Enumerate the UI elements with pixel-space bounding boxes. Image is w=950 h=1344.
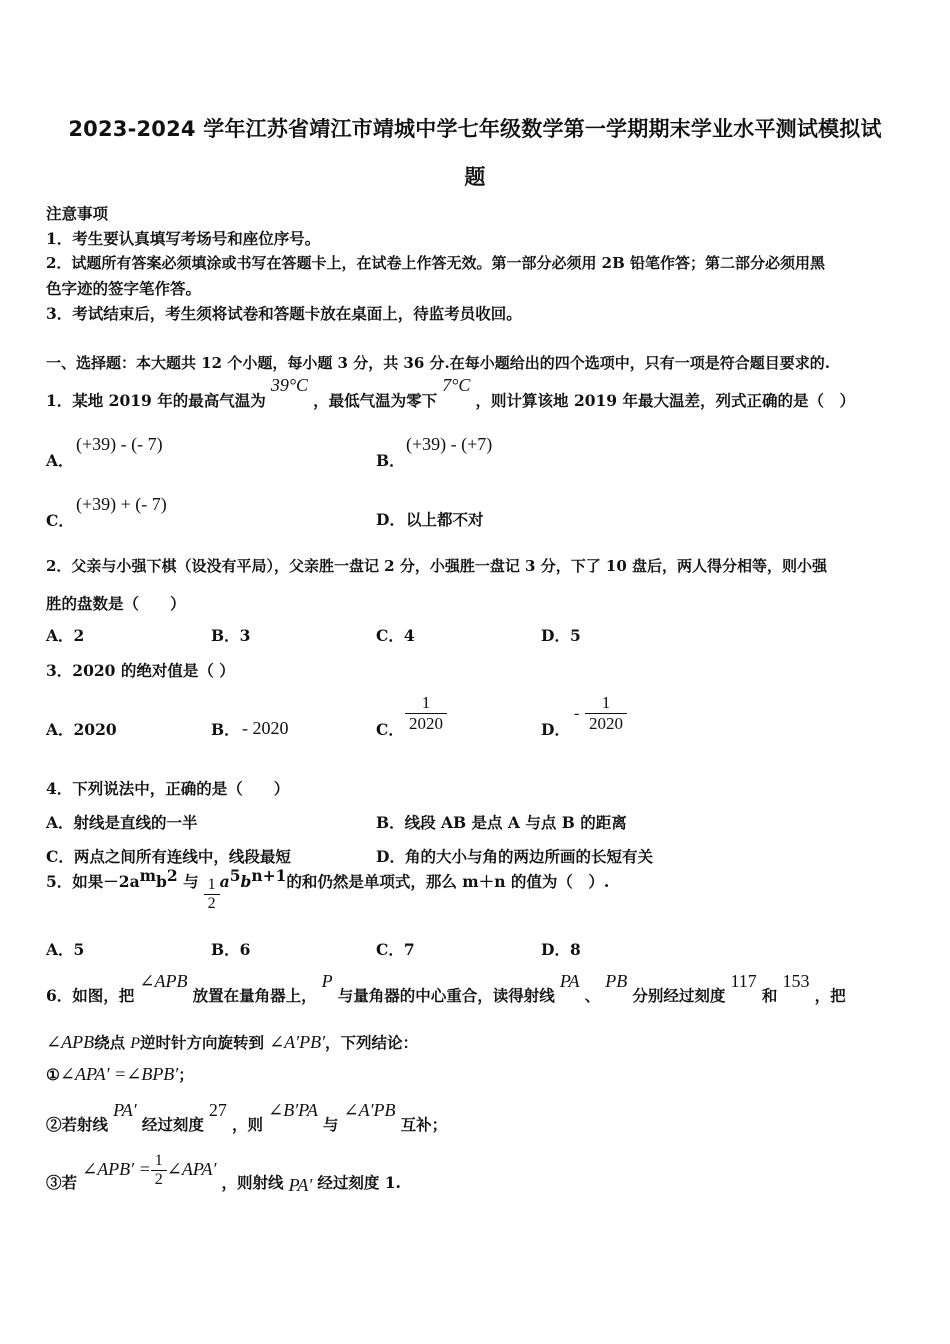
- q5-option-b: B．6: [211, 940, 251, 959]
- q6-c1-expr: ∠APA′ =∠BPB′: [59, 1064, 179, 1084]
- q1-option-a-expr: (+39) - (- 7): [76, 434, 163, 454]
- q6-c3-fraction: [151, 1152, 167, 1190]
- q6-line2: [46, 1031, 418, 1053]
- q6-c3-a: ，则射线: [221, 1173, 284, 1193]
- q6-c2-angle1: ∠B′PA: [268, 1100, 318, 1120]
- q6-c1-suffix: ；: [178, 1065, 194, 1084]
- q5-stem-f: 的和仍然是单项式，那么 m＋n 的值为（ ）.: [286, 872, 610, 892]
- q1-temp-high: 39°C: [270, 375, 309, 395]
- q3-d-numerator: 1: [585, 693, 627, 714]
- q1-option-c-expr: (+39) + (- 7): [76, 494, 167, 514]
- q6-line2-b: 逆时针方向旋转到: [139, 1033, 264, 1052]
- q5-stem-b: b: [156, 872, 167, 892]
- q6-c3-numerator: 1: [151, 1152, 167, 1171]
- q5-option-a: A．5: [46, 940, 85, 959]
- q1-option-b-expr: (+39) - (+7): [406, 434, 493, 454]
- q4-stem: 4．下列说法中，正确的是（ ）: [46, 779, 290, 798]
- q5-fraction: [204, 876, 220, 914]
- q5-option-c: C．7: [376, 940, 415, 959]
- q1-option-a-label: A．: [46, 451, 74, 470]
- section-heading: 一、选择题：本大题共 12 个小题，每小题 3 分，共 36 分.在每小题给出的四个选项中，只有一项是符合题目要求的.: [46, 354, 830, 372]
- q2-option-b: B．3: [211, 626, 251, 645]
- q6-c3-right: ∠APA′: [166, 1159, 217, 1180]
- q6-c2-d: 互补；: [400, 1115, 448, 1134]
- notice-item-3: 3．考试结束后，考生须将试卷和答题卡放在桌面上，待监考员收回。: [46, 304, 522, 323]
- q6-c3-prefix: ③若: [46, 1173, 78, 1193]
- q4-option-d: D．角的大小与角的两边所画的长短有关: [376, 847, 653, 866]
- q6-conclusion-3: [46, 1152, 401, 1196]
- q3-option-b-label: B．: [211, 720, 240, 739]
- q3-option-a: A．2020: [46, 720, 117, 739]
- q5-stem-e: b: [240, 872, 252, 892]
- q4-option-a: A．射线是直线的一半: [46, 813, 198, 832]
- q3-option-c-fraction: [405, 693, 447, 733]
- q3-c-numerator: 1: [405, 693, 447, 714]
- q2-stem-line1: 2．父亲与小强下棋（设没有平局），父亲胜一盘记 2 分，小强胜一盘记 3 分，下了 10 盘后，两人得分相等，则小强: [46, 557, 828, 575]
- q5-option-d: D．8: [541, 940, 581, 959]
- q2-option-d: D．5: [541, 626, 581, 645]
- q6-conclusion-2: [46, 1099, 448, 1134]
- q1-stem-c: ，则计算该地 2019 年最大温差，列式正确的是（ ）: [475, 391, 855, 410]
- q6-line2-p: P: [130, 1035, 140, 1052]
- q6-stem-a: 6．如图，把: [46, 986, 135, 1005]
- q5-sup-5: 5: [229, 866, 241, 886]
- q1-option-d-text: 以上都不对: [406, 510, 484, 529]
- q1-temp-low: 7°C: [442, 375, 471, 395]
- q5-fraction-numerator: 1: [204, 876, 220, 895]
- q6-stem-d: 分别经过刻度: [632, 986, 726, 1005]
- notice-item-2-cont: 色字迹的签字笔作答。: [46, 279, 202, 298]
- q2-option-a: A．2: [46, 626, 85, 645]
- q6-line2-target: ∠A′PB′: [269, 1032, 326, 1052]
- q6-stem-e: ，把: [814, 986, 846, 1005]
- q6-separator: 、: [584, 986, 601, 1005]
- q6-line2-a: 绕点: [94, 1033, 126, 1052]
- question-6-stem: [46, 970, 846, 1005]
- q5-sup-m: m: [139, 866, 157, 886]
- exam-title-line1: 2023-2024 学年江苏省靖江市靖城中学七年级数学第一学期期末学业水平测试模拟试: [68, 117, 882, 141]
- q3-option-d-sign: -: [574, 705, 580, 722]
- exam-title-line2: 题: [464, 165, 486, 189]
- q6-c2-prefix: ②若射线: [46, 1115, 109, 1134]
- q3-stem: 3．2020 的绝对值是（ ）: [46, 661, 235, 680]
- q6-line2-angle: ∠APB: [46, 1032, 95, 1052]
- q6-c2-ray: PA′: [113, 1100, 137, 1120]
- q4-option-b: B．线段 AB 是点 A 与点 B 的距离: [376, 813, 627, 832]
- q6-line2-c: ，下列结论：: [325, 1033, 419, 1052]
- q6-c2-degree: 27: [208, 1100, 227, 1120]
- q6-c2-a: 经过刻度: [141, 1115, 204, 1134]
- q1-stem-b: ，最低气温为零下: [313, 391, 438, 410]
- notice-item-1: 1．考生要认真填写考场号和座位序号。: [46, 229, 321, 248]
- q3-option-b-expr: - 2020: [242, 718, 289, 738]
- q6-c2-b: ，则: [232, 1115, 264, 1134]
- q6-c3-denominator: 2: [154, 1171, 163, 1189]
- q3-option-d-label: D．: [541, 720, 570, 739]
- q6-c2-c: 与: [322, 1115, 339, 1134]
- notice-item-2: 2．试题所有答案必须填涂或书写在答题卡上，在试卷上作答无效。第一部分必须用 2B 铅笔作答；第二部分必须用黑: [46, 254, 826, 272]
- q6-stem-b: 放置在量角器上，: [192, 986, 317, 1005]
- q1-option-c-label: C．: [46, 511, 74, 530]
- q6-c3-ray: PA′: [288, 1175, 313, 1196]
- q6-degree-117: 117: [730, 971, 757, 991]
- q6-stem-c: 与量角器的中心重合，读得射线: [337, 986, 555, 1005]
- q1-option-b-label: B．: [376, 451, 405, 470]
- q1-option-d-label: D．: [376, 510, 405, 529]
- q6-and: 和: [761, 986, 778, 1005]
- q6-c3-b: 经过刻度 1.: [317, 1173, 401, 1193]
- q5-sup-n1: n+1: [251, 866, 287, 886]
- q3-d-denominator: 2020: [589, 713, 623, 733]
- q6-point-p: P: [321, 971, 333, 991]
- q6-ray-pa: PA: [559, 971, 580, 991]
- q6-conclusion-1: [46, 1063, 194, 1085]
- q3-c-denominator: 2020: [409, 713, 443, 733]
- q5-sup-2: 2: [166, 866, 178, 886]
- q6-ray-pb: PB: [605, 971, 628, 991]
- q5-stem-d: a: [219, 872, 230, 892]
- q6-c2-angle2: ∠A′PB: [343, 1100, 396, 1120]
- q6-degree-153: 153: [782, 971, 810, 991]
- question-1-stem: [46, 374, 855, 410]
- q5-fraction-denominator: 2: [207, 895, 216, 913]
- q3-option-c-label: C．: [376, 720, 404, 739]
- q5-stem-c: 与: [177, 872, 199, 892]
- q4-option-c: C．两点之间所有连线中，线段最短: [46, 847, 291, 866]
- q2-option-c: C．4: [376, 626, 415, 645]
- q6-angle-apb: ∠APB: [139, 971, 188, 991]
- q2-stem-line2: 胜的盘数是（ ）: [46, 594, 186, 613]
- question-5-stem: [46, 866, 610, 914]
- q5-stem-a: 5．如果－2a: [46, 872, 140, 892]
- q6-c3-left: ∠APB′ =: [82, 1159, 151, 1180]
- q6-c1-prefix: ①: [46, 1065, 60, 1084]
- notice-heading: 注意事项: [46, 204, 109, 223]
- q3-option-d-fraction: [585, 693, 627, 733]
- q1-stem-a: 1．某地 2019 年的最高气温为: [46, 391, 266, 410]
